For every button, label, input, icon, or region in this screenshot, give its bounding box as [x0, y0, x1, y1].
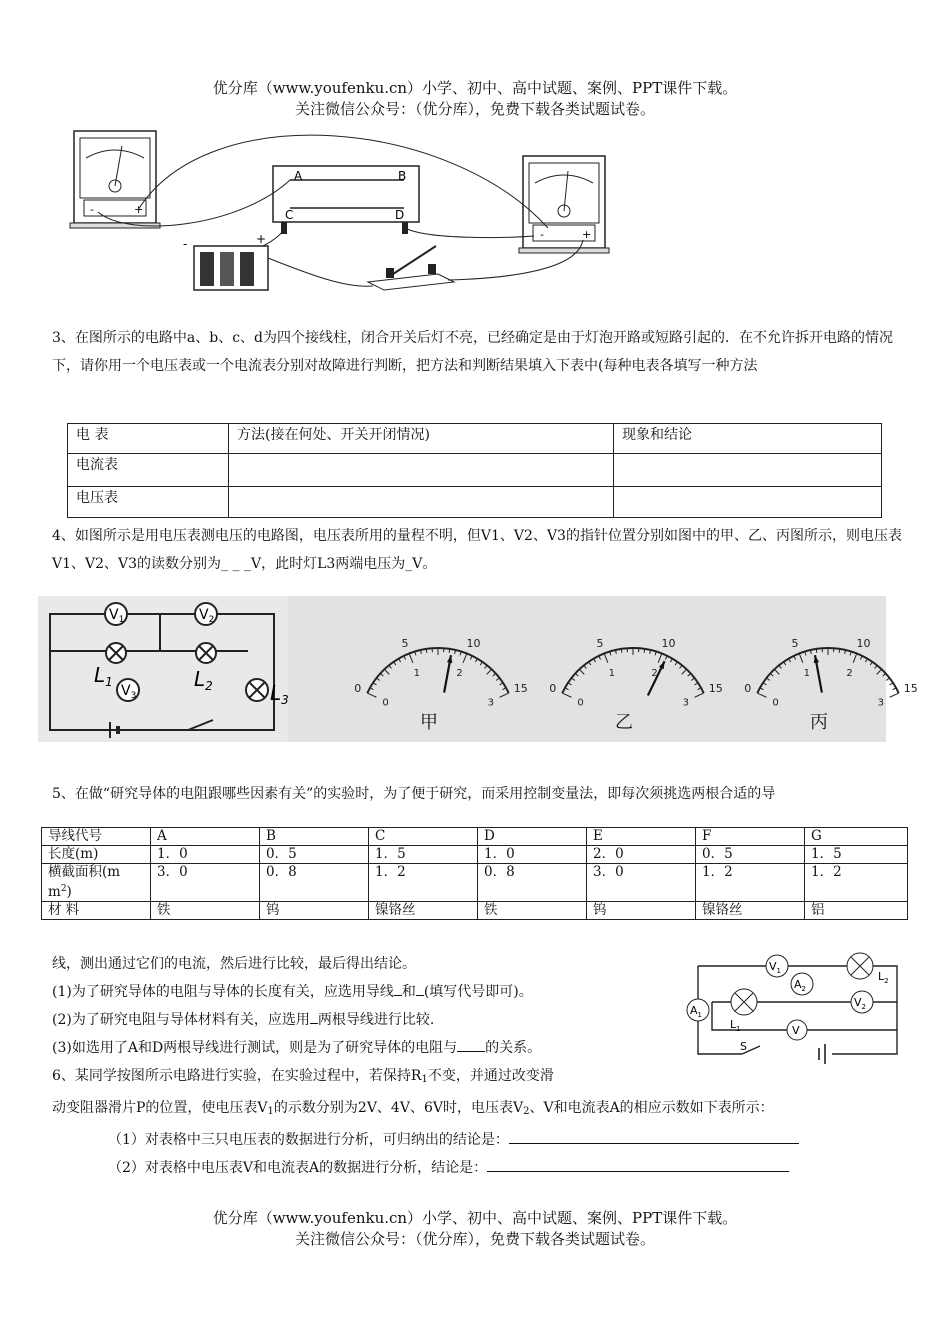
wire-row-area-label: 横截面积(m $m^2$) [42, 864, 151, 902]
q6-line-2: 动变阻器滑片P的位置，使电压表$V_1$的示数分别为2V、4V、6V时，电压表$V_2$、V和电流表A的相应示数如下表所示： [52, 1100, 774, 1117]
wire-header-a: A [151, 828, 260, 846]
wire-header-d: D [478, 828, 587, 846]
question-6 [52, 1062, 912, 1182]
wire-cell: 镍铬丝 [696, 902, 805, 920]
dial-top-label: 10 [466, 637, 481, 651]
wire-table [41, 827, 908, 920]
left-meter [70, 131, 160, 228]
left-meter-plus: + [134, 203, 144, 216]
q3-voltmeter-method-cell[interactable] [229, 487, 614, 518]
dial-bottom-label: 0 [772, 697, 779, 709]
left-meter-minus: - [90, 203, 94, 216]
dial-tick [839, 649, 840, 653]
footer-line-1: 优分库（www.youfenku.cn）小学、初中、高中试题、案例、PPT课件下载。 [212, 1209, 738, 1227]
wire-cell: 1．0 [151, 846, 260, 864]
q4-text-a: 4、如图所示是用电压表测电压的电路图，电压表所用的量程不明，但V1、V2、V3的指针位置分别如图中的甲、乙、丙图所示，则电压表V1、V2、V3的读数分别为 [52, 528, 902, 572]
dial-bottom-label: 1 [803, 668, 810, 680]
fig2-l2: $L_2$ [194, 667, 213, 693]
header [0, 78, 950, 120]
dial-tick [644, 649, 645, 653]
dial-top-label: 0 [354, 681, 362, 695]
voltmeter-figure [38, 596, 918, 742]
wire-cell: 3．0 [151, 864, 260, 902]
dial-top-label: 5 [401, 637, 409, 651]
terminal-c: C [285, 208, 294, 222]
q3-ammeter-method-cell[interactable] [229, 454, 614, 487]
dial-bottom-label: 3 [682, 697, 689, 709]
fig2-v1: $V_1$ [109, 607, 125, 625]
dial-caption: 甲 [420, 712, 438, 733]
header-line-1: 优分库（www.youfenku.cn）小学、初中、高中试题、案例、PPT课件下载。 [212, 79, 738, 97]
fig3-a2: $A_2$ [794, 978, 806, 993]
dial-bottom-label: 0 [577, 697, 584, 709]
q6-sub-2: （2）对表格中电压表V和电流表A的数据进行分析，结论是： [52, 1154, 912, 1182]
q5-blank-1b[interactable] [416, 995, 424, 996]
q4-blank-1[interactable]: _ _ _ [221, 556, 251, 572]
fig3-v2: $V_2$ [854, 996, 866, 1011]
wire-cell: 钨 [260, 902, 369, 920]
q6-answer-2[interactable] [487, 1171, 789, 1172]
q5-blank-3[interactable] [457, 1051, 485, 1052]
dial-bottom-label: 1 [413, 668, 420, 680]
battery-pack [183, 232, 268, 290]
wire-row-length-label: 长度(m) [42, 846, 151, 864]
wire-cell: 3．0 [587, 864, 696, 902]
q3-header-method: 方法(接在何处、开关开闭情况) [229, 424, 614, 454]
q6-line-1: 6、某同学按图所示电路进行实验，在实验过程中，若保持$R_1$不变，并通过改变滑 [52, 1068, 554, 1085]
wire-cell: 0．5 [696, 846, 805, 864]
fig3-a1: $A_1$ [690, 1004, 702, 1019]
fig3-l1: $L_1$ [730, 1018, 741, 1033]
footer-line-2: 关注微信公众号：（优分库），免费下载各类试题试卷。 [294, 1230, 655, 1248]
dial-tick [621, 649, 622, 653]
dial-caption: 丙 [810, 712, 828, 733]
wire-cell: 铁 [151, 902, 260, 920]
terminal-d: D [395, 208, 405, 222]
dial-bottom-label: 2 [846, 668, 853, 680]
wire-header-g: G [805, 828, 908, 846]
q3-header-meter: 电 表 [68, 424, 229, 454]
dial-top-label: 5 [791, 637, 799, 651]
dial-bottom-label: 1 [608, 668, 615, 680]
wire-header-c: C [369, 828, 478, 846]
wire-cell: 钨 [587, 902, 696, 920]
fig3-components [687, 953, 889, 1053]
wire-cell: 铝 [805, 902, 908, 920]
dial-top-label: 15 [708, 681, 723, 695]
dial-tick [816, 649, 817, 653]
dial-tick [890, 693, 899, 697]
question-4-text [52, 522, 902, 578]
wire-header-e: E [587, 828, 696, 846]
q4-text-b: V，此时灯L3两端电压为 [250, 556, 406, 572]
right-meter [519, 156, 609, 253]
fig3-l2: $L_2$ [878, 970, 889, 985]
battery-minus: - [183, 237, 188, 251]
knife-switch [368, 246, 454, 290]
q6-sub-1: （1）对表格中三只电压表的数据进行分析，可归纳出的结论是： [52, 1126, 912, 1154]
q3-header-result: 现象和结论 [614, 424, 882, 454]
battery-plus: + [256, 232, 267, 246]
wire-cell: 铁 [478, 902, 587, 920]
fig2-v2: $V_2$ [199, 607, 215, 625]
terminal-b: B [398, 169, 407, 183]
dial-tick [890, 683, 893, 685]
fig3-s: S [740, 1040, 747, 1053]
dial-bottom-label: 2 [456, 668, 463, 680]
wire-cell: 0．8 [478, 864, 587, 902]
dial-bottom-label: 3 [877, 697, 884, 709]
apparatus-figure [68, 128, 608, 303]
dial-top-label: 0 [549, 681, 557, 695]
dial-bottom-label: 0 [382, 697, 389, 709]
meter-circuit-figure [682, 950, 910, 1065]
q5-part-3: (3)如选用了A和D两根导线进行测试，则是为了研究导体的电阻与 的关系。 [52, 1040, 542, 1056]
fig2-l1: $L_1$ [94, 663, 113, 689]
wire-row-material-label: 材 料 [42, 902, 151, 920]
fig2-l3: $L_3$ [270, 681, 289, 707]
right-meter-minus: - [540, 228, 544, 241]
dial-tick [886, 678, 889, 680]
q5-blank-2[interactable] [310, 1023, 318, 1024]
wire-cell: 镍铬丝 [369, 902, 478, 920]
q3-voltmeter-result-cell[interactable] [614, 487, 882, 518]
fig2-v3: $V_3$ [121, 683, 137, 701]
wire-cell: 0．5 [260, 846, 369, 864]
right-meter-plus: + [582, 228, 592, 241]
wire-cell: 1．0 [478, 846, 587, 864]
wire-cell: 0．8 [260, 864, 369, 902]
wire-cell: 1．2 [369, 864, 478, 902]
q5-blank-1a[interactable] [394, 995, 402, 996]
q4-blank-2[interactable]: _ [405, 556, 413, 572]
q4-text-c: V。 [412, 556, 437, 572]
question-3-table [67, 423, 882, 518]
dial-top-label: 10 [856, 637, 871, 651]
dial-tick [449, 649, 450, 653]
fig3-v: V [792, 1024, 800, 1037]
q3-row-ammeter: 电流表 [68, 454, 229, 487]
dial-bottom-label: 3 [487, 697, 494, 709]
wire-header-code: 导线代号 [42, 828, 151, 846]
q5-cont: 线，测出通过它们的电流，然后进行比较，最后得出结论。 [52, 956, 416, 972]
q6-answer-1[interactable] [509, 1143, 799, 1144]
dial-top-label: 15 [903, 681, 918, 695]
q5-part-1: (1)为了研究导体的电阻与导体的长度有关，应选用导线 和 (填写代号即可)。 [52, 984, 533, 1000]
q3-ammeter-result-cell[interactable] [614, 454, 882, 487]
wire-header-f: F [696, 828, 805, 846]
wire-cell: 1．2 [805, 864, 908, 902]
question-5-body [52, 950, 692, 1062]
terminal-a: A [294, 169, 303, 183]
dial-tick [426, 649, 427, 653]
dial-caption: 乙 [615, 712, 633, 733]
q5-part-2: (2)为了研究电阻与导体材料有关，应选用 两根导线进行比较. [52, 1012, 435, 1028]
wire-cell: 2．0 [587, 846, 696, 864]
resistance-board [273, 166, 419, 234]
dial-top-label: 5 [596, 637, 604, 651]
dial-top-label: 0 [744, 681, 752, 695]
question-5-intro: 5、在做“研究导体的电阻跟哪些因素有关”的实验时，为了便于研究，而采用控制变量法，即每次须挑选两根合适的导 [52, 786, 776, 802]
wire-cell: 1．5 [369, 846, 478, 864]
wire-cell: 1．5 [805, 846, 908, 864]
question-3-text: 3、在图所示的电路中a、b、c、d为四个接线柱，闭合开关后灯不亮，已经确定是由于灯泡开路或短路引起的．在不允许拆开电路的情况下，请你用一个电压表或一个电流表分别对故障进行判断，把方法和判断结果填入下表中(每种电表各填写一种方法 [52, 330, 894, 374]
wire-cell: 1．2 [696, 864, 805, 902]
footer [0, 1208, 950, 1250]
q3-row-voltmeter: 电压表 [68, 487, 229, 518]
dial-bottom-label: 2 [651, 668, 658, 680]
header-line-2: 关注微信公众号：（优分库），免费下载各类试题试卷。 [294, 100, 655, 118]
wire-header-b: B [260, 828, 369, 846]
dial-top-label: 15 [513, 681, 528, 695]
fig3-v1: $V_1$ [769, 960, 781, 975]
dial-top-label: 10 [661, 637, 676, 651]
